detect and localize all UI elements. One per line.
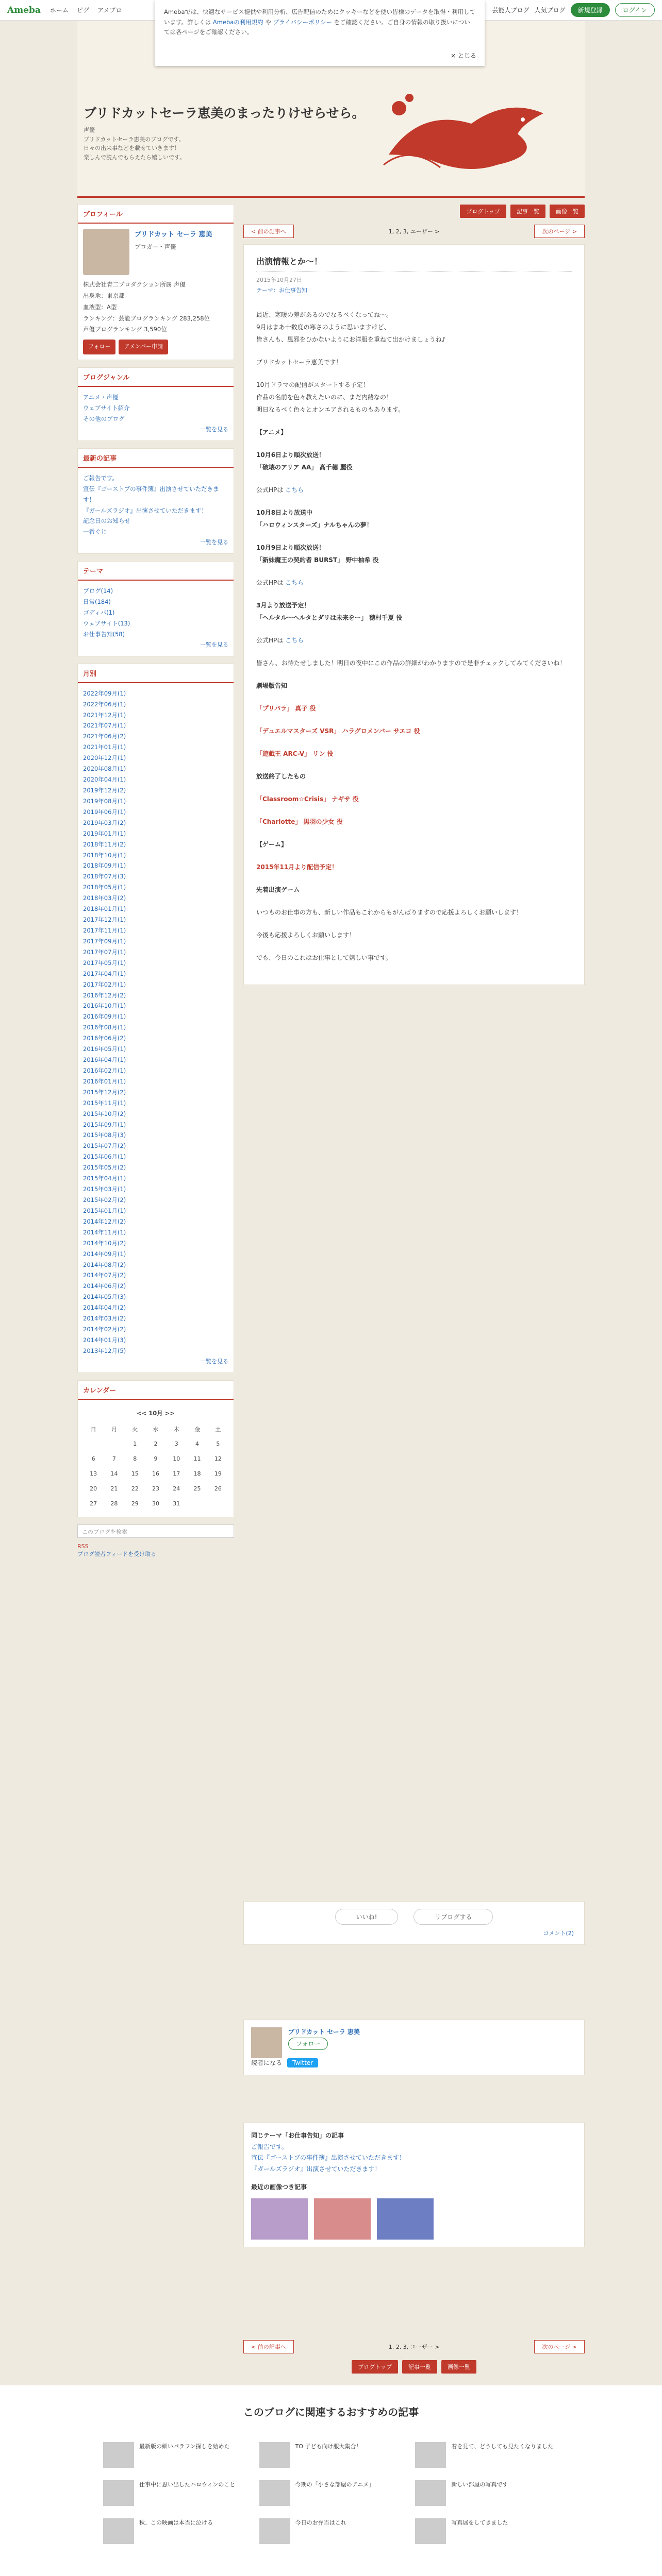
article-heading: 【ゲーム】 (256, 841, 288, 848)
reaction-bar (243, 1901, 585, 1945)
archive-item[interactable]: 2020年04月(1) (83, 776, 126, 784)
recent-widget (77, 448, 234, 554)
comment-link[interactable]: コメント(2) (543, 1930, 574, 1937)
theme-item[interactable]: ブログ(14) (83, 587, 113, 595)
calendar-day[interactable]: 16 (152, 1470, 159, 1478)
article-theme[interactable]: テーマ：お仕事告知 (256, 287, 307, 294)
theme-item[interactable]: 日常(184) (83, 598, 111, 606)
archive-item[interactable]: 2021年06月(2) (83, 733, 126, 740)
archive-item[interactable]: 2016年01月(1) (83, 1077, 126, 1085)
calendar-widget-title: カレンダー (78, 1381, 234, 1400)
theme-item[interactable]: お仕事告知(58) (83, 630, 125, 638)
archive-item[interactable]: 2015年08月(3) (83, 1131, 126, 1139)
article-paragraph: 10月6日より順次放送！ 「破壊のアリア AA」 高千穂 麗役 (256, 451, 353, 471)
archive-item[interactable]: 2015年05月(2) (83, 1164, 126, 1172)
entry-list-button[interactable]: 記事一覧 (402, 2360, 437, 2374)
archive-item[interactable]: 2018年10月(1) (83, 851, 126, 859)
related-title: 同じテーマ「お仕事告知」の記事 (251, 2132, 344, 2139)
archive-item[interactable]: 2014年11月(1) (83, 1228, 126, 1236)
archive-item[interactable]: 2016年12月(2) (83, 991, 126, 999)
archive-list (78, 683, 234, 1372)
calendar-day[interactable]: 12 (214, 1455, 222, 1463)
calendar-day[interactable]: 14 (110, 1470, 118, 1478)
archive-item[interactable]: 2014年07月(2) (83, 1272, 126, 1279)
archive-item[interactable]: 2014年04月(2) (83, 1304, 126, 1312)
archive-item[interactable]: 2014年10月(2) (83, 1239, 126, 1247)
recommend-item[interactable] (103, 2442, 247, 2468)
profile-widget-title: プロフィール (78, 205, 234, 224)
calendar-day[interactable] (208, 1497, 228, 1512)
archive-item[interactable]: 2014年03月(2) (83, 1315, 126, 1323)
archive-item[interactable]: 2020年08月(1) (83, 765, 126, 773)
blog-nav (243, 204, 585, 218)
author-avatar[interactable] (251, 2027, 282, 2058)
nav-home[interactable]: ホーム (49, 7, 69, 14)
follow-button[interactable]: フォロー (83, 340, 115, 354)
article-paragraph: 公式HPは こちら (256, 579, 304, 586)
recent-item[interactable]: 記念日のお知らせ (83, 517, 130, 525)
calendar-day[interactable]: 13 (90, 1470, 97, 1478)
calendar-day[interactable]: 20 (90, 1485, 97, 1493)
calendar-day[interactable]: 7 (112, 1455, 116, 1463)
sidebar (77, 204, 234, 1558)
blog-title[interactable]: ブリドカットセーラ恵美のまったりけせらせら。 (84, 106, 365, 121)
profile-name[interactable]: ブリドカット セーラ 恵美 (135, 231, 212, 239)
calendar-day[interactable] (83, 1437, 104, 1452)
image-list-button[interactable]: 画像一覧 (441, 2360, 476, 2374)
recent-widget-title: 最新の記事 (78, 449, 234, 468)
archive-item[interactable]: 2021年01月(1) (83, 743, 126, 751)
calendar-month: << 10月 >> (136, 1409, 175, 1417)
archive-item[interactable]: 2020年12月(1) (83, 754, 126, 762)
nav-ameblo[interactable]: アメブロ (97, 7, 122, 14)
theme-item[interactable]: ウェブサイト(13) (83, 619, 130, 627)
calendar-weekday: 金 (194, 1426, 201, 1433)
article-title[interactable]: 出演情報とか〜！ (256, 255, 572, 272)
article-paragraph: 3月より放送予定！ 「ヘルタル〜ヘルタとダリは未来をー」 穂村千夏 役 (256, 602, 403, 621)
archive-item[interactable]: 2015年10月(2) (83, 1110, 126, 1117)
recommend-item[interactable] (415, 2518, 559, 2544)
rss-link[interactable]: RSS (77, 1543, 89, 1550)
calendar-day[interactable]: 27 (90, 1500, 97, 1507)
article-heading: 劇場版告知 (256, 682, 288, 689)
archive-item[interactable]: 2017年09月(1) (83, 937, 126, 945)
archive-widget (77, 664, 234, 1373)
theme-widget-title: テーマ (78, 562, 234, 581)
recommend-text[interactable]: 着を見て、どうしても見たくなりました (451, 2443, 554, 2450)
calendar-day[interactable]: 23 (152, 1485, 159, 1493)
archive-item[interactable]: 2022年09月(1) (83, 689, 126, 697)
author-name[interactable]: ブリドカット セーラ 恵美 (288, 2028, 360, 2036)
recommend-text[interactable]: 今日のお弁当はこれ (295, 2519, 346, 2526)
recommend-thumb[interactable] (103, 2480, 134, 2506)
article-paragraph: 「Charlotte」 黒羽の少女 役 (256, 818, 343, 825)
recommend-thumb[interactable] (415, 2442, 446, 2468)
photo-thumb[interactable] (377, 2198, 434, 2240)
archive-item[interactable]: 2015年04月(1) (83, 1175, 126, 1182)
archive-item[interactable]: 2015年01月(1) (83, 1207, 126, 1214)
ameba-logo[interactable]: Ameba (7, 5, 41, 15)
calendar-day[interactable]: 21 (110, 1485, 118, 1493)
related-item[interactable]: ご報告です。 (251, 2143, 288, 2150)
archive-item[interactable]: 2017年11月(1) (83, 926, 126, 934)
archive-item[interactable]: 2015年07月(2) (83, 1142, 126, 1150)
official-link[interactable]: こちら (285, 486, 304, 494)
blog-search-input[interactable]: このブログを検索 (77, 1524, 234, 1538)
archive-item[interactable]: 2015年12月(2) (83, 1088, 126, 1096)
top-right (492, 3, 655, 17)
genre-widget (77, 367, 234, 441)
related-box (243, 2123, 585, 2247)
prev-entry-button[interactable]: < 前の記事へ (243, 2340, 294, 2353)
cookie-notice (155, 0, 485, 66)
archive-item[interactable]: 2017年05月(1) (83, 959, 126, 967)
article-heading: 放送終了したもの (256, 773, 306, 780)
calendar-day[interactable]: 6 (91, 1455, 95, 1463)
recommend-text[interactable]: 今期の「小さな部屋のアニメ」 (295, 2481, 375, 2488)
calendar-day[interactable]: 8 (133, 1455, 137, 1463)
recent-item[interactable]: 一番ぐじ (83, 528, 107, 536)
calendar-day[interactable]: 18 (193, 1470, 201, 1478)
calendar-widget (77, 1380, 234, 1517)
calendar-day[interactable]: 2 (154, 1440, 158, 1448)
calendar-weekday: 日 (90, 1426, 96, 1433)
terms-link[interactable]: Amebaの利用規約 (212, 18, 263, 26)
official-link[interactable]: こちら (285, 637, 304, 644)
archive-item[interactable]: 2018年09月(1) (83, 862, 126, 870)
recent-item[interactable]: 宣伝『ゴーストブの事件簿』出演させていただきます！ (83, 485, 219, 503)
archive-item[interactable]: 2021年12月(1) (83, 711, 126, 719)
theme-widget (77, 561, 234, 656)
main-column (243, 204, 585, 985)
article-date: 2015年10月27日 (256, 277, 302, 283)
archive-item[interactable]: 2017年12月(1) (83, 916, 126, 924)
article-paragraph: 10月ドラマの配信がスタートする予定！ 作品の名前を色々教えたいのに、まだ内緒なの！ 明日なるべく色々とオンエアされるものもあります。 (256, 381, 405, 413)
archive-item[interactable]: 2016年04月(1) (83, 1056, 126, 1064)
recommend-item[interactable] (259, 2442, 403, 2468)
recommend-grid (103, 2442, 559, 2544)
archive-item[interactable]: 2014年12月(2) (83, 1217, 126, 1225)
article-paragraph: 「プリパラ」 真子 役 (256, 705, 316, 712)
archive-item[interactable]: 2019年08月(1) (83, 797, 126, 805)
calendar-day[interactable]: 9 (154, 1455, 158, 1463)
notice-mid: や (265, 18, 271, 26)
popular-blog-link[interactable]: 人気ブログ (534, 7, 566, 14)
calendar-day[interactable]: 17 (173, 1470, 180, 1478)
archive-item[interactable]: 2018年07月(3) (83, 873, 126, 880)
pager-pages[interactable]: 1, 2, 3, ユーザー > (388, 2344, 440, 2350)
author-box (243, 2020, 585, 2075)
archive-more-link[interactable]: 一覧を見る (200, 1358, 228, 1365)
recent-more-link[interactable]: 一覧を見る (200, 539, 228, 546)
recommend-text[interactable]: TO 子ども向け服大集合！ (295, 2443, 362, 2450)
calendar-table (83, 1422, 228, 1512)
calendar-day[interactable] (104, 1437, 124, 1452)
article-paragraph: 最近、寒暖の差があるのでなるべくなってね〜。 9月はまあ十数度の寒さのように思いますけど、 皆さんも、風邪をひかないようにお洋服を重ねて出かけましょうね♪ (256, 311, 446, 343)
photos-title: 最近の画像つき記事 (251, 2183, 307, 2191)
theme-more-link[interactable]: 一覧を見る (200, 641, 228, 648)
calendar-day[interactable]: 30 (152, 1500, 159, 1507)
profile-sub: ブロガー・声優 (135, 243, 176, 250)
article-paragraph: 公式HPは こちら (256, 486, 304, 494)
article-paragraph: 公式HPは こちら (256, 637, 304, 644)
recommend-thumb[interactable] (259, 2442, 290, 2468)
login-button[interactable]: ログイン (615, 3, 655, 17)
recommend-thumb[interactable] (103, 2442, 134, 2468)
archive-item[interactable]: 2018年11月(2) (83, 840, 126, 848)
recommend-text[interactable]: 写真展をしてきました (451, 2519, 508, 2526)
calendar-day[interactable]: 19 (214, 1470, 222, 1478)
calendar-weekday: 月 (111, 1426, 117, 1433)
archive-item[interactable]: 2015年06月(1) (83, 1153, 126, 1161)
amember-button[interactable]: アメンバー申請 (119, 340, 168, 354)
article-paragraph: 「遊戯王 ARC-V」 リン 役 (256, 750, 334, 757)
calendar-day[interactable]: 29 (131, 1500, 139, 1507)
archive-item[interactable]: 2014年05月(3) (83, 1293, 126, 1301)
archive-item[interactable]: 2017年02月(1) (83, 980, 126, 988)
archive-item[interactable]: 2014年02月(2) (83, 1326, 126, 1333)
archive-item[interactable]: 2014年09月(1) (83, 1250, 126, 1258)
recommend-item[interactable] (259, 2480, 403, 2506)
theme-item[interactable]: ゴディバ(1) (83, 609, 115, 617)
archive-item[interactable]: 2016年10月(1) (83, 1002, 126, 1010)
footer-nav (243, 2334, 585, 2374)
recommend-text[interactable]: 秋、この映画は本当に泣ける (139, 2519, 213, 2526)
article-paragraph: 皆さん、お待たせしました！明日の夜中にこの作品の詳細がわかりますので是非チェックしてみてくださいね！ (256, 659, 566, 667)
related-item[interactable]: 『ガールズラジオ』出演させていただきます！ (251, 2165, 381, 2173)
archive-item[interactable]: 2018年05月(1) (83, 884, 126, 891)
calendar-day[interactable]: 24 (173, 1485, 180, 1493)
calendar-weekday: 土 (215, 1426, 221, 1433)
next-entry-button[interactable]: 次のページ > (534, 2340, 585, 2353)
recommend-text[interactable]: 最新版の細いパラフン探しを始めた (139, 2443, 230, 2450)
recommend-thumb[interactable] (415, 2480, 446, 2506)
author-follow-button[interactable]: フォロー (288, 2038, 328, 2050)
archive-item[interactable]: 2018年03月(2) (83, 894, 126, 902)
blog-description: 声優 ブリドカットセーラ恵美のブログです。 日々の出来事などを載せていきます！ 楽しんで読んでもらえたら嬉しいです。 (84, 127, 186, 161)
archive-item[interactable]: 2019年03月(2) (83, 819, 126, 826)
article-body (256, 309, 572, 964)
article-paragraph: ブリドカットセーラ恵美です！ (256, 359, 342, 366)
calendar-weekday: 火 (132, 1426, 138, 1433)
top-nav (50, 6, 122, 14)
archive-item[interactable]: 2016年06月(2) (83, 1035, 126, 1042)
genre-more-link[interactable]: 一覧を見る (200, 426, 228, 433)
calendar-day[interactable]: 26 (214, 1485, 222, 1493)
archive-item[interactable]: 2017年04月(1) (83, 970, 126, 977)
nav-pigg[interactable]: ピグ (76, 7, 89, 14)
archive-item[interactable]: 2014年08月(2) (83, 1261, 126, 1268)
like-button[interactable]: いいね! (335, 1909, 399, 1925)
recommend-item[interactable] (103, 2480, 247, 2506)
article-heading: 【アニメ】 (256, 429, 287, 436)
archive-item[interactable]: 2019年01月(1) (83, 829, 126, 837)
pager-pages[interactable]: 1, 2, 3, ユーザー > (388, 228, 440, 235)
recommend-thumb[interactable] (259, 2480, 290, 2506)
genre-item[interactable]: アニメ・声優 (83, 394, 119, 401)
privacy-link[interactable]: プライバシーポリシー (273, 18, 332, 26)
recommend-text[interactable]: 仕事中に思い出したハロウィンのこと (139, 2481, 236, 2488)
profile-text: 株式会社青二プロダクション所属 声優 出身地：東京都 血液型：A型 ランキング：芸能ブログランキング 283,258位 声優ブログランキング 3,590位 (83, 281, 210, 333)
calendar-day[interactable]: 31 (173, 1500, 180, 1507)
recent-item[interactable]: ご報告です。 (83, 474, 119, 482)
archive-item[interactable]: 2016年05月(1) (83, 1045, 126, 1053)
related-item[interactable]: 宣伝『ゴーストブの事件簿』出演させていただきます！ (251, 2154, 406, 2162)
calendar-day[interactable]: 11 (193, 1455, 201, 1463)
notice-close-button[interactable]: × とじる (451, 52, 476, 59)
reader-button[interactable]: 読者になる (251, 2059, 283, 2066)
genre-item[interactable]: ウェブサイト紹介 (83, 404, 130, 412)
calendar-day[interactable]: 22 (131, 1485, 139, 1493)
archive-item[interactable]: 2015年11月(1) (83, 1099, 126, 1107)
calendar-day[interactable]: 28 (110, 1500, 118, 1507)
official-link[interactable]: こちら (285, 579, 304, 586)
recommend-thumb[interactable] (415, 2518, 446, 2544)
recommend-thumb[interactable] (103, 2518, 134, 2544)
archive-item[interactable]: 2015年02月(2) (83, 1196, 126, 1204)
calendar-day[interactable]: 4 (195, 1440, 200, 1448)
archive-item[interactable]: 2019年06月(1) (83, 808, 126, 816)
recommend-item[interactable] (103, 2518, 247, 2544)
calendar-day[interactable]: 1 (133, 1440, 137, 1448)
calendar-weekday: 水 (153, 1426, 159, 1433)
calendar-day[interactable]: 10 (173, 1455, 180, 1463)
calendar-day[interactable]: 3 (174, 1440, 178, 1448)
notice-tail: をご確認ください。ご自身の情報の取り扱いについては各ページをご確認ください。 (164, 18, 470, 36)
archive-item[interactable]: 2015年09月(1) (83, 1121, 126, 1128)
signup-button[interactable]: 新規登録 (571, 3, 610, 17)
article-paragraph: 2015年11月より配信予定！ (256, 863, 338, 871)
archive-item[interactable]: 2016年08月(1) (83, 1024, 126, 1031)
archive-item[interactable]: 2019年12月(2) (83, 786, 126, 794)
article-paragraph: いつものお仕事の方も、新しい作品もこれからもがんばりますので応援よろしくお願いします！ (256, 909, 523, 916)
profile-widget (77, 204, 234, 360)
calendar-weekday: 木 (173, 1426, 179, 1433)
image-list-button[interactable]: 画像一覧 (550, 205, 585, 218)
profile-avatar[interactable] (83, 229, 129, 275)
article (243, 244, 585, 985)
reblog-button[interactable]: リブログする (413, 1909, 493, 1925)
archive-item[interactable]: 2022年06月(1) (83, 700, 126, 708)
article-paragraph: 「Classroom☆Crisis」 ナギサ 役 (256, 795, 359, 803)
recommend-item[interactable] (259, 2518, 403, 2544)
photo-thumb[interactable] (251, 2198, 308, 2240)
red-bird-illustration (378, 77, 564, 180)
archive-item[interactable]: 2016年09月(1) (83, 1013, 126, 1021)
blog-top-button[interactable]: ブログトップ (460, 205, 506, 218)
prev-entry-button[interactable]: < 前の記事へ (243, 225, 294, 238)
recommend-thumb[interactable] (259, 2518, 290, 2544)
notice-text: Amebaでは、快適なサービス提供や利用分析、広告配信のためにクッキーなどを使い皆様のデータを取得・利用しています。詳しくは (164, 8, 475, 26)
article-paragraph: でも、今日のこれはお仕事として嬉しい事です。 (256, 954, 392, 961)
calendar-day[interactable] (187, 1497, 207, 1512)
archive-item[interactable]: 2014年06月(2) (83, 1282, 126, 1290)
archive-item[interactable]: 2016年02月(1) (83, 1066, 126, 1074)
article-paragraph: 10月9日より順次放送！ 「新妹魔王の契約者 BURST」 野中柚希 役 (256, 544, 379, 564)
twitter-button[interactable]: Twitter (287, 2058, 318, 2067)
recommend-title: このブログに関連するおすすめの記事 (243, 2406, 419, 2418)
header-divider (77, 196, 585, 198)
genre-widget-title: ブログジャンル (78, 368, 234, 387)
blog-top-button[interactable]: ブログトップ (352, 2360, 398, 2374)
calendar-day[interactable]: 15 (131, 1470, 139, 1478)
pager-top (243, 225, 585, 238)
article-paragraph: 「デュエルマスターズ VSR」 ハラグロメンバー サエコ 役 (256, 727, 420, 735)
archive-widget-title: 月別 (78, 664, 234, 683)
genre-item[interactable]: その他のブログ (83, 415, 125, 422)
entry-list-button[interactable]: 記事一覧 (510, 205, 545, 218)
article-paragraph: 10月8日より放送中 「ハロウィンスターズ」ナルちゃんの夢！ (256, 509, 373, 529)
reader-feed-link[interactable]: ブログ読者フィードを受け取る (77, 1550, 157, 1557)
archive-item[interactable]: 2021年07月(1) (83, 722, 126, 730)
archive-item[interactable]: 2018年01月(1) (83, 905, 126, 913)
calendar-day[interactable]: 5 (216, 1440, 220, 1448)
recommend-text[interactable]: 新しい部屋の写真です (451, 2481, 508, 2488)
article-paragraph: 今後も応援よろしくお願いします！ (256, 931, 356, 939)
archive-item[interactable]: 2017年07月(1) (83, 948, 126, 956)
celebrity-blog-link[interactable]: 芸能人ブログ (492, 7, 529, 14)
article-paragraph: 先着出演ゲーム (256, 886, 300, 893)
photo-thumb[interactable] (314, 2198, 371, 2240)
recommend-item[interactable] (415, 2480, 559, 2506)
next-entry-button[interactable]: 次のページ > (534, 225, 585, 238)
recommend-item[interactable] (415, 2442, 559, 2468)
archive-item[interactable]: 2015年03月(1) (83, 1185, 126, 1193)
archive-item[interactable]: 2014年01月(3) (83, 1336, 126, 1344)
recommend-section (0, 2385, 662, 2576)
recent-item[interactable]: 『ガールズラジオ』出演させていただきます！ (83, 506, 207, 514)
calendar-day[interactable]: 25 (193, 1485, 201, 1493)
archive-item[interactable]: 2013年12月(5) (83, 1347, 126, 1354)
